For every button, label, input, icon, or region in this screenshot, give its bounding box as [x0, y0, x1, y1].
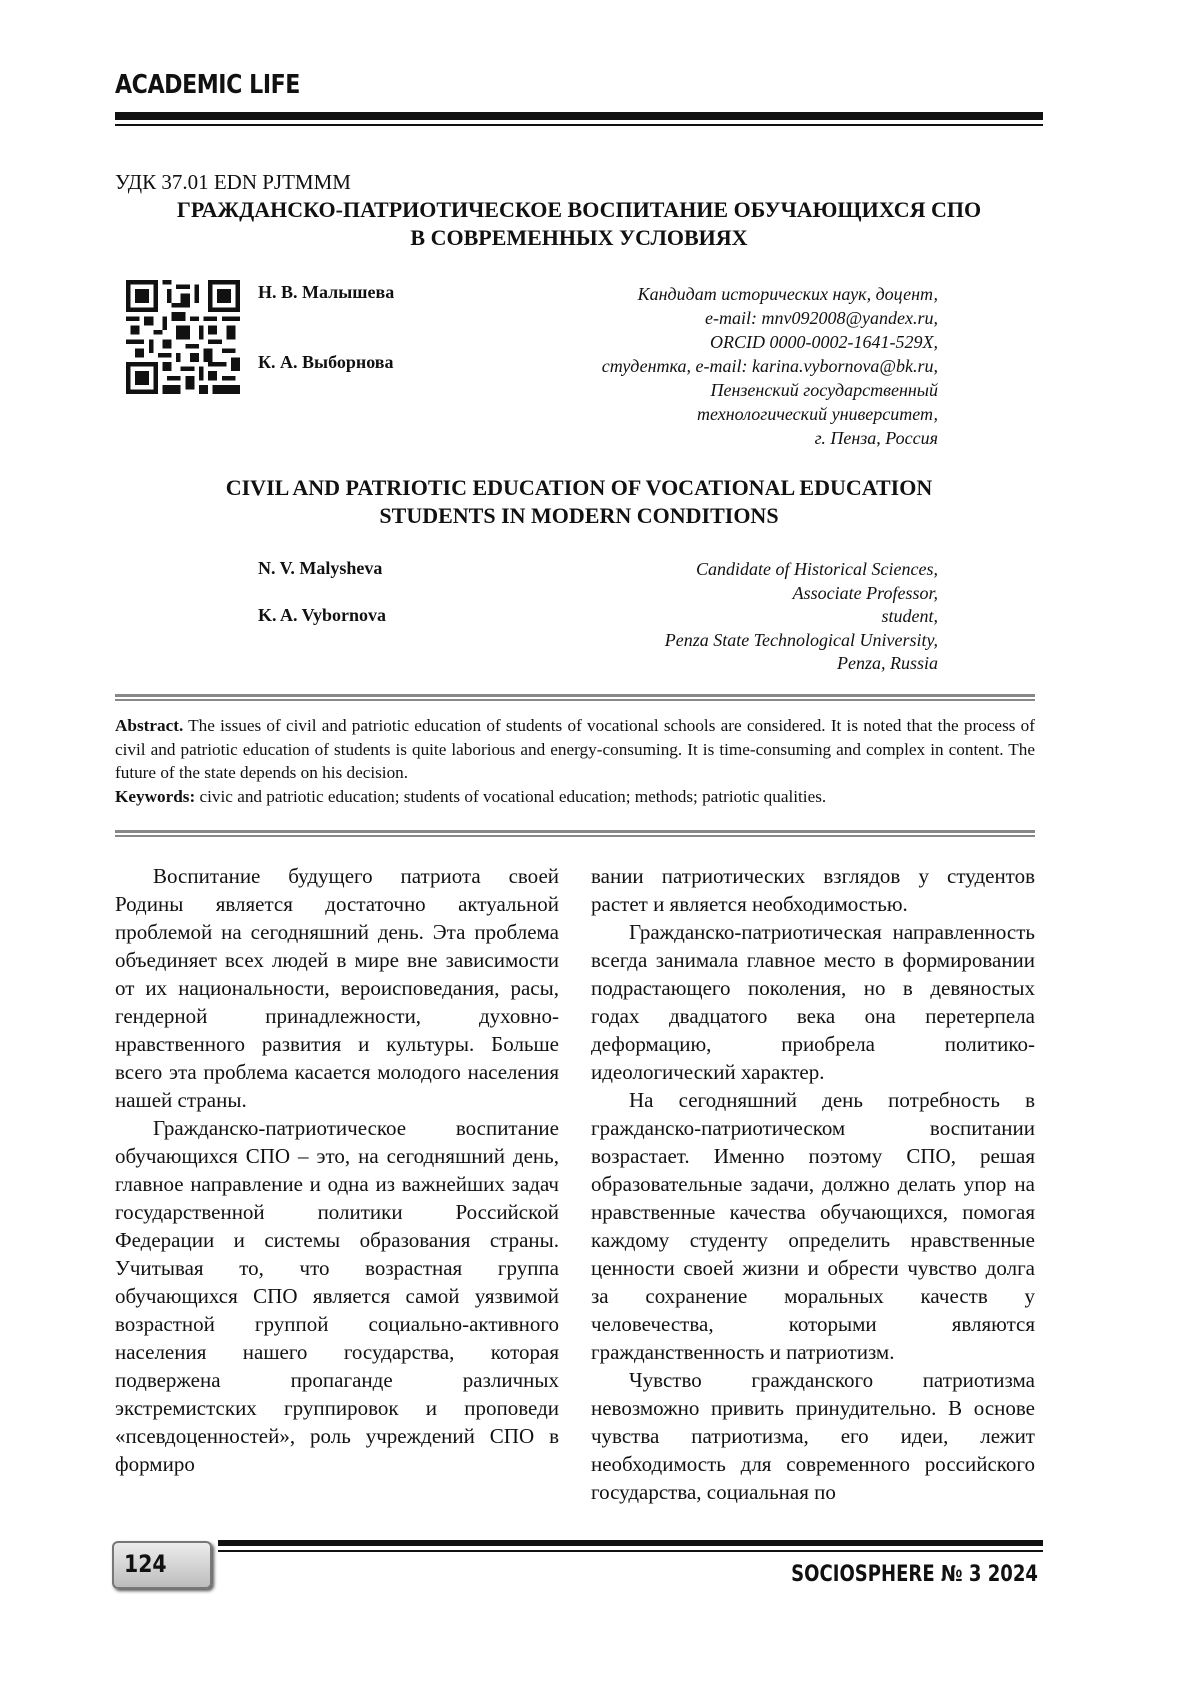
- body-paragraph: Гражданско-патриотическая направленность всегда занимала главное место в формировании подрастающего поколения, но в девяностых годах двадцатого века она перетерпела деформацию, приобрела политико-идеологический характер.: [591, 920, 1035, 1084]
- abstract-text: The issues of civil and patriotic education of students of vocational schools are considered. It is noted that the process of civil and patriotic education of students is quite laborious and energy-consuming. It is time-consuming and complex in content. The future of the state depends on his decision.: [115, 716, 1035, 782]
- page-number: 124: [124, 1550, 167, 1578]
- title-en: [115, 474, 1043, 530]
- title-ru-line-1: ГРАЖДАНСКО-ПАТРИОТИЧЕСКОЕ ВОСПИТАНИЕ ОБУЧАЮЩИХСЯ СПО: [176, 197, 982, 222]
- footer-rule-thin: [218, 1550, 1043, 1552]
- keywords-paragraph: [115, 785, 1035, 809]
- footer-rule-thick: [218, 1540, 1043, 1546]
- affiliation-en: [665, 558, 938, 676]
- affiliation-ru-line: Пензенский государственный: [710, 380, 938, 400]
- body-paragraph: Чувство гражданского патриотизма невозможно привить принудительно. В основе чувства патриотизма, его идеи, лежит необходимость для современного российского государства, социальная по: [591, 1368, 1035, 1504]
- affiliation-ru-line: технологический университет,: [697, 404, 938, 424]
- affiliation-en-line: Penza State Technological University,: [664, 629, 938, 650]
- title-en-line-1: CIVIL AND PATRIOTIC EDUCATION OF VOCATIONAL EDUCATION: [225, 475, 933, 500]
- affiliation-en-line: Associate Professor,: [792, 582, 938, 603]
- affiliation-ru-orcid: ORCID 0000-0002-1641-529X,: [710, 332, 938, 352]
- body-paragraph: На сегодняшний день потребность в гражданско-патриотическом воспитании возрастает. Именно поэтому СПО, решая образовательные задачи, должно делать упор на нравственные качества обучающихся, помогая каждому студенту определить нравственные ценности своей жизни и обрести чувство долга за сохранение моральных качеств у человечества, которыми являются гражданственность и патриотизм.: [591, 1088, 1035, 1364]
- author-en-malysheva: N. V. Malysheva: [258, 558, 383, 578]
- body-paragraph: Гражданско-патриотическое воспитание обучающихся СПО – это, на сегодняшний день, главное направление и одна из важнейших задач государственной политики Российской Федерации и системы образования страны. Учитывая то, что возрастная группа обучающихся СПО является самой уязвимой возрастной группой социально-активного населения нашего государства, которая подвержена пропаганде различных экстремистских группировок и проповеди «псевдоценностей», роль учреждений СПО в формиро: [115, 1116, 559, 1476]
- author-ru-malysheva: Н. В. Малышева: [258, 282, 395, 302]
- body-paragraph-continued: вании патриотических взглядов у студентов растет и является необходимостью.: [591, 864, 1035, 916]
- affiliation-ru-email-1: e-mail: mnv092008@yandex.ru,: [705, 308, 938, 328]
- affiliation-ru-city: г. Пенза, Россия: [814, 428, 938, 448]
- section-header: ACADEMIC LIFE: [115, 70, 300, 100]
- abstract-paragraph: [115, 714, 1035, 785]
- abstract-rule-bottom: [115, 830, 1035, 837]
- header-rule-thick: [115, 112, 1043, 120]
- affiliation-en-line: student,: [881, 606, 938, 626]
- title-ru: [115, 196, 1043, 252]
- affiliation-ru-email-2: студентка, e-mail: karina.vybornova@bk.ru,: [601, 356, 938, 376]
- keywords-text: civic and patriotic education; students of vocational education; methods; patriotic qualities.: [195, 786, 827, 806]
- qr-code-icon: [126, 280, 240, 394]
- udk-line: УДК 37.01 EDN PJTMMM: [115, 170, 351, 194]
- abstract-block: [115, 714, 1035, 808]
- affiliation-ru-line: Кандидат исторических наук, доцент,: [637, 284, 938, 304]
- keywords-label: Keywords:: [115, 786, 196, 806]
- affiliation-en-line: Candidate of Historical Sciences,: [696, 559, 938, 579]
- author-ru-vybornova: К. А. Выборнова: [258, 352, 394, 372]
- body-column-left: [115, 862, 559, 1478]
- body-column-right: [591, 862, 1035, 1506]
- title-en-line-2: STUDENTS IN MODERN CONDITIONS: [379, 503, 779, 528]
- author-en-vybornova: K. A. Vybornova: [258, 605, 387, 625]
- title-ru-line-2: В СОВРЕМЕННЫХ УСЛОВИЯХ: [410, 225, 748, 250]
- affiliation-ru: [602, 282, 938, 450]
- abstract-label: Abstract.: [115, 716, 184, 735]
- affiliation-en-city: Penza, Russia: [837, 653, 938, 673]
- body-paragraph: Воспитание будущего патриота своей Родины является достаточно актуальной проблемой на сегодняшний день. Эта проблема объединяет всех людей в мире вне зависимости от их национальности, вероисповедания, расы, гендерной принадлежности, духовно-нравственного развития и культуры. Больше всего эта проблема касается молодого населения нашей страны.: [115, 864, 559, 1112]
- header-rule-thin: [115, 124, 1043, 126]
- abstract-rule-top: [115, 694, 1035, 701]
- journal-name: SOCIOSPHERE № 3 2024: [791, 1562, 1038, 1587]
